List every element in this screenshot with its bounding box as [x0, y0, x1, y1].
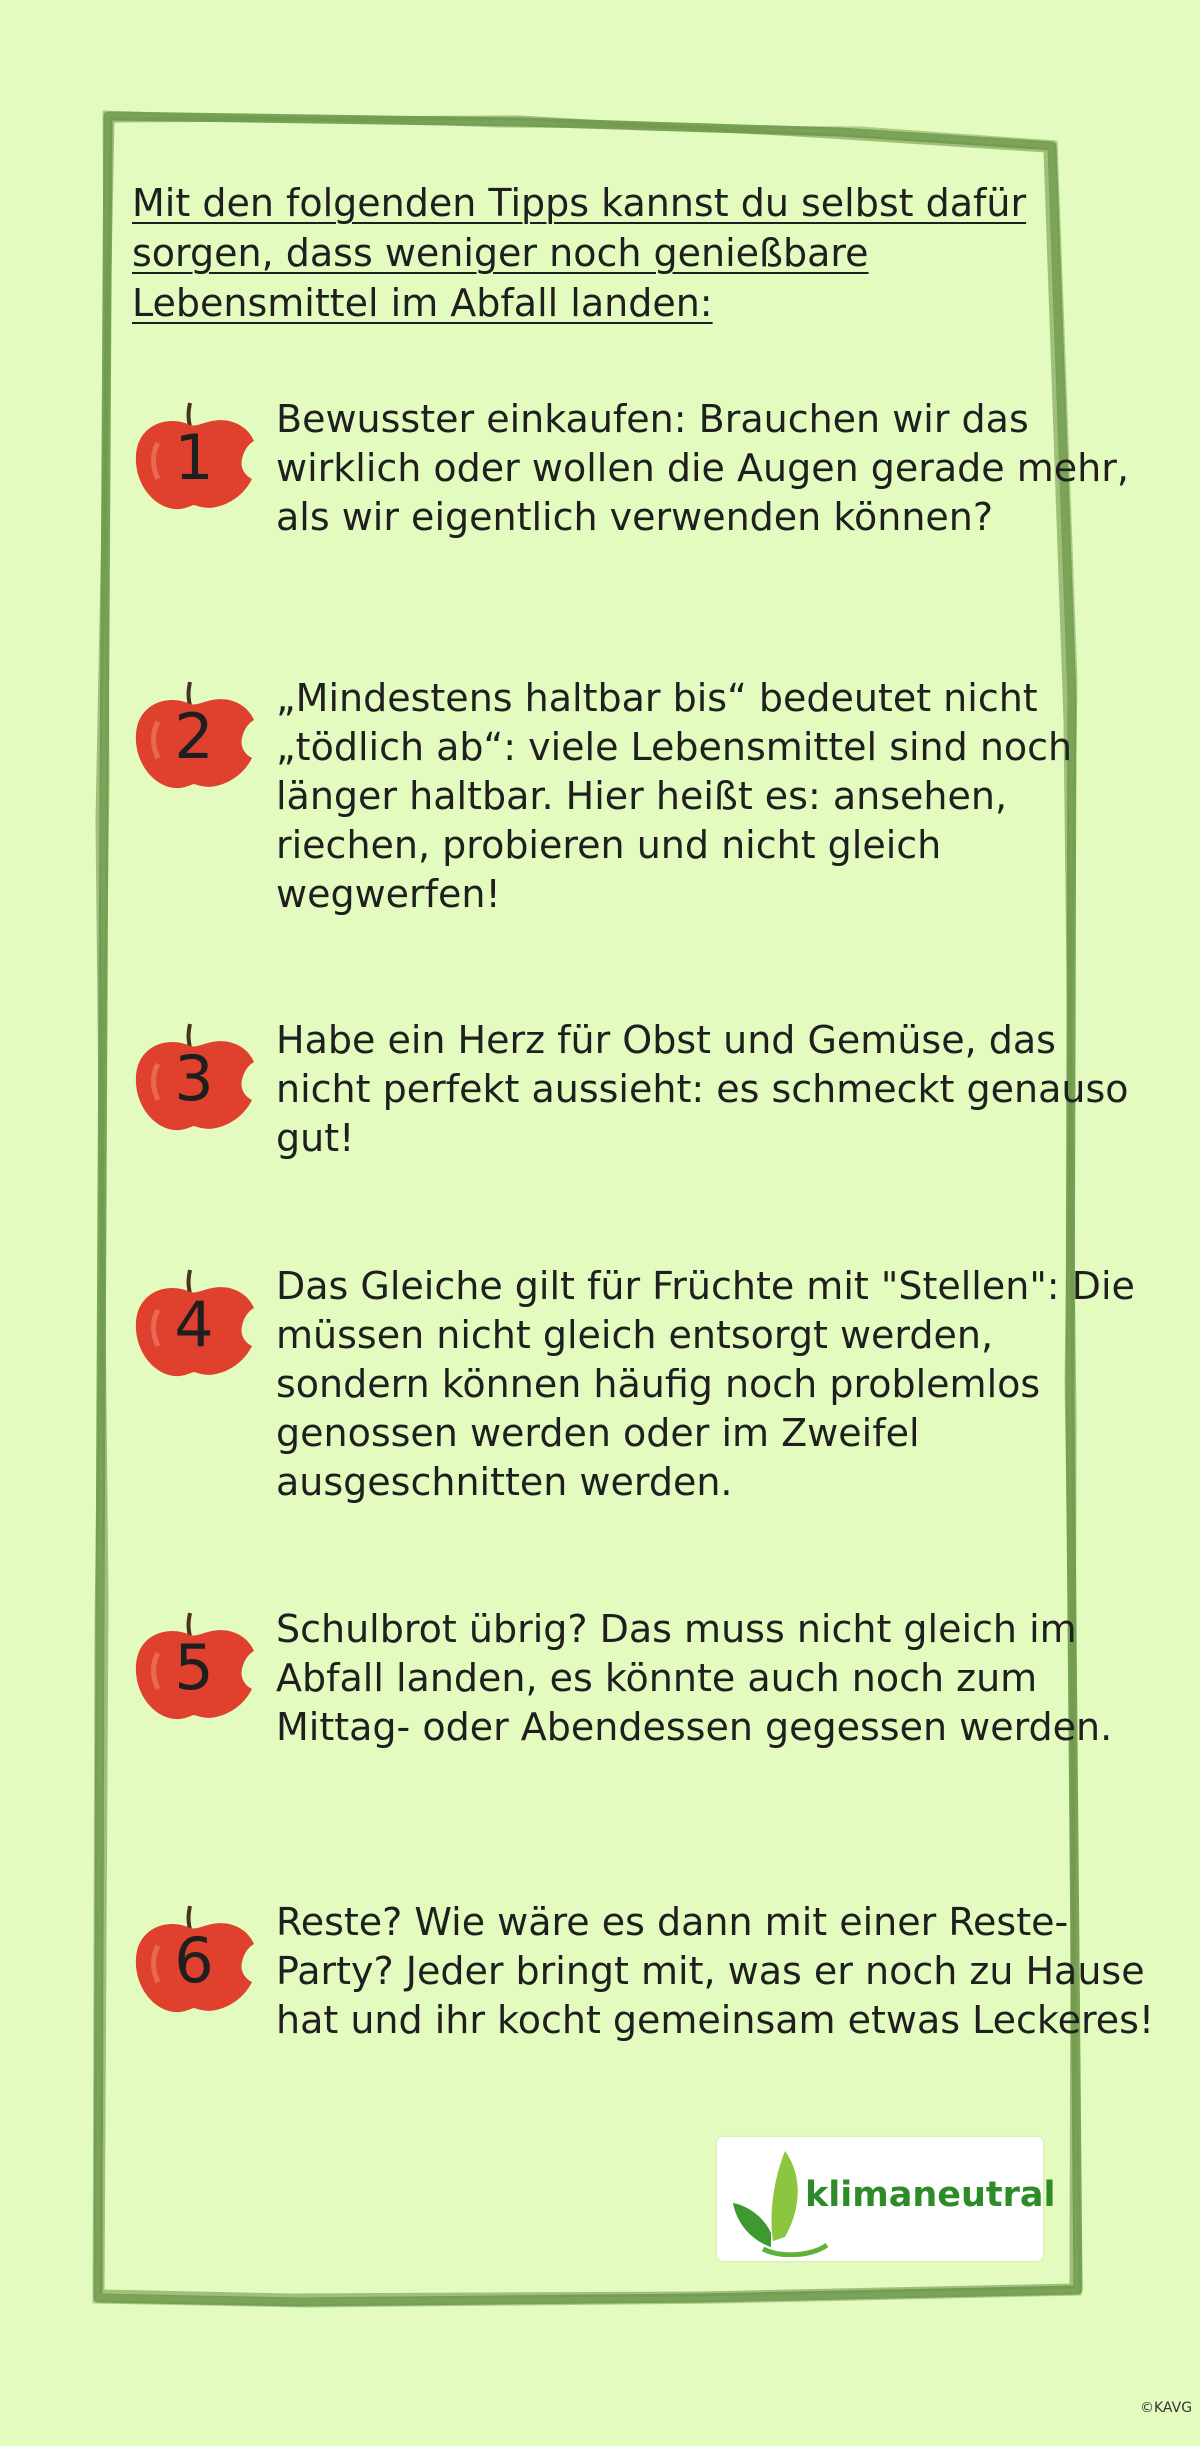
tip-text: Schulbrot übrig? Das muss nicht gleich im Abfall landen, es könnte auch noch zum Mittag- oder Abendessen gegessen werden. — [276, 1607, 1113, 1749]
tip-number: 3 — [174, 1042, 214, 1115]
tip-number: 5 — [174, 1631, 214, 1704]
apple-icon — [128, 383, 258, 513]
tip-text: Bewusster einkaufen: Brauchen wir das wirklich oder wollen die Augen gerade mehr, als wir eigentlich verwenden können? — [276, 397, 1129, 539]
logo-text: klimaneutral — [805, 2175, 1056, 2215]
tip-text: Habe ein Herz für Obst und Gemüse, das nicht perfekt aussieht: es schmeckt genauso gut! — [276, 1018, 1129, 1160]
tip-number: 4 — [174, 1288, 214, 1361]
tip-text: „Mindestens haltbar bis“ bedeutet nicht „tödlich ab“: viele Lebensmittel sind noch länger haltbar. Hier heißt es: ansehen, riechen, probieren und nicht gleich wegwerfen! — [276, 676, 1073, 916]
klimaneutral-logo — [717, 2137, 1056, 2261]
tip-text: Reste? Wie wäre es dann mit einer Reste-Party? Jeder bringt mit, was er noch zu Hause hat und ihr kocht gemeinsam etwas Leckeres! — [276, 1900, 1155, 2042]
apple-icon — [128, 1004, 258, 1134]
intro-heading: Mit den folgenden Tipps kannst du selbst dafür sorgen, dass weniger noch genießbare Lebensmittel im Abfall landen: — [132, 181, 1027, 325]
apple-icon — [128, 1886, 258, 2016]
tip-number: 2 — [174, 700, 214, 773]
tip-number: 6 — [174, 1924, 214, 1997]
apple-icon — [128, 662, 258, 792]
apple-icon — [128, 1593, 258, 1723]
copyright-text: ©KAVG — [1140, 2400, 1193, 2416]
tip-number: 1 — [174, 421, 214, 494]
tip-text: Das Gleiche gilt für Früchte mit "Stellen": Die müssen nicht gleich entsorgt werden, sondern können häufig noch problemlos genossen werden oder im Zweifel ausgeschnitten werden. — [276, 1264, 1135, 1504]
apple-icon — [128, 1250, 258, 1380]
